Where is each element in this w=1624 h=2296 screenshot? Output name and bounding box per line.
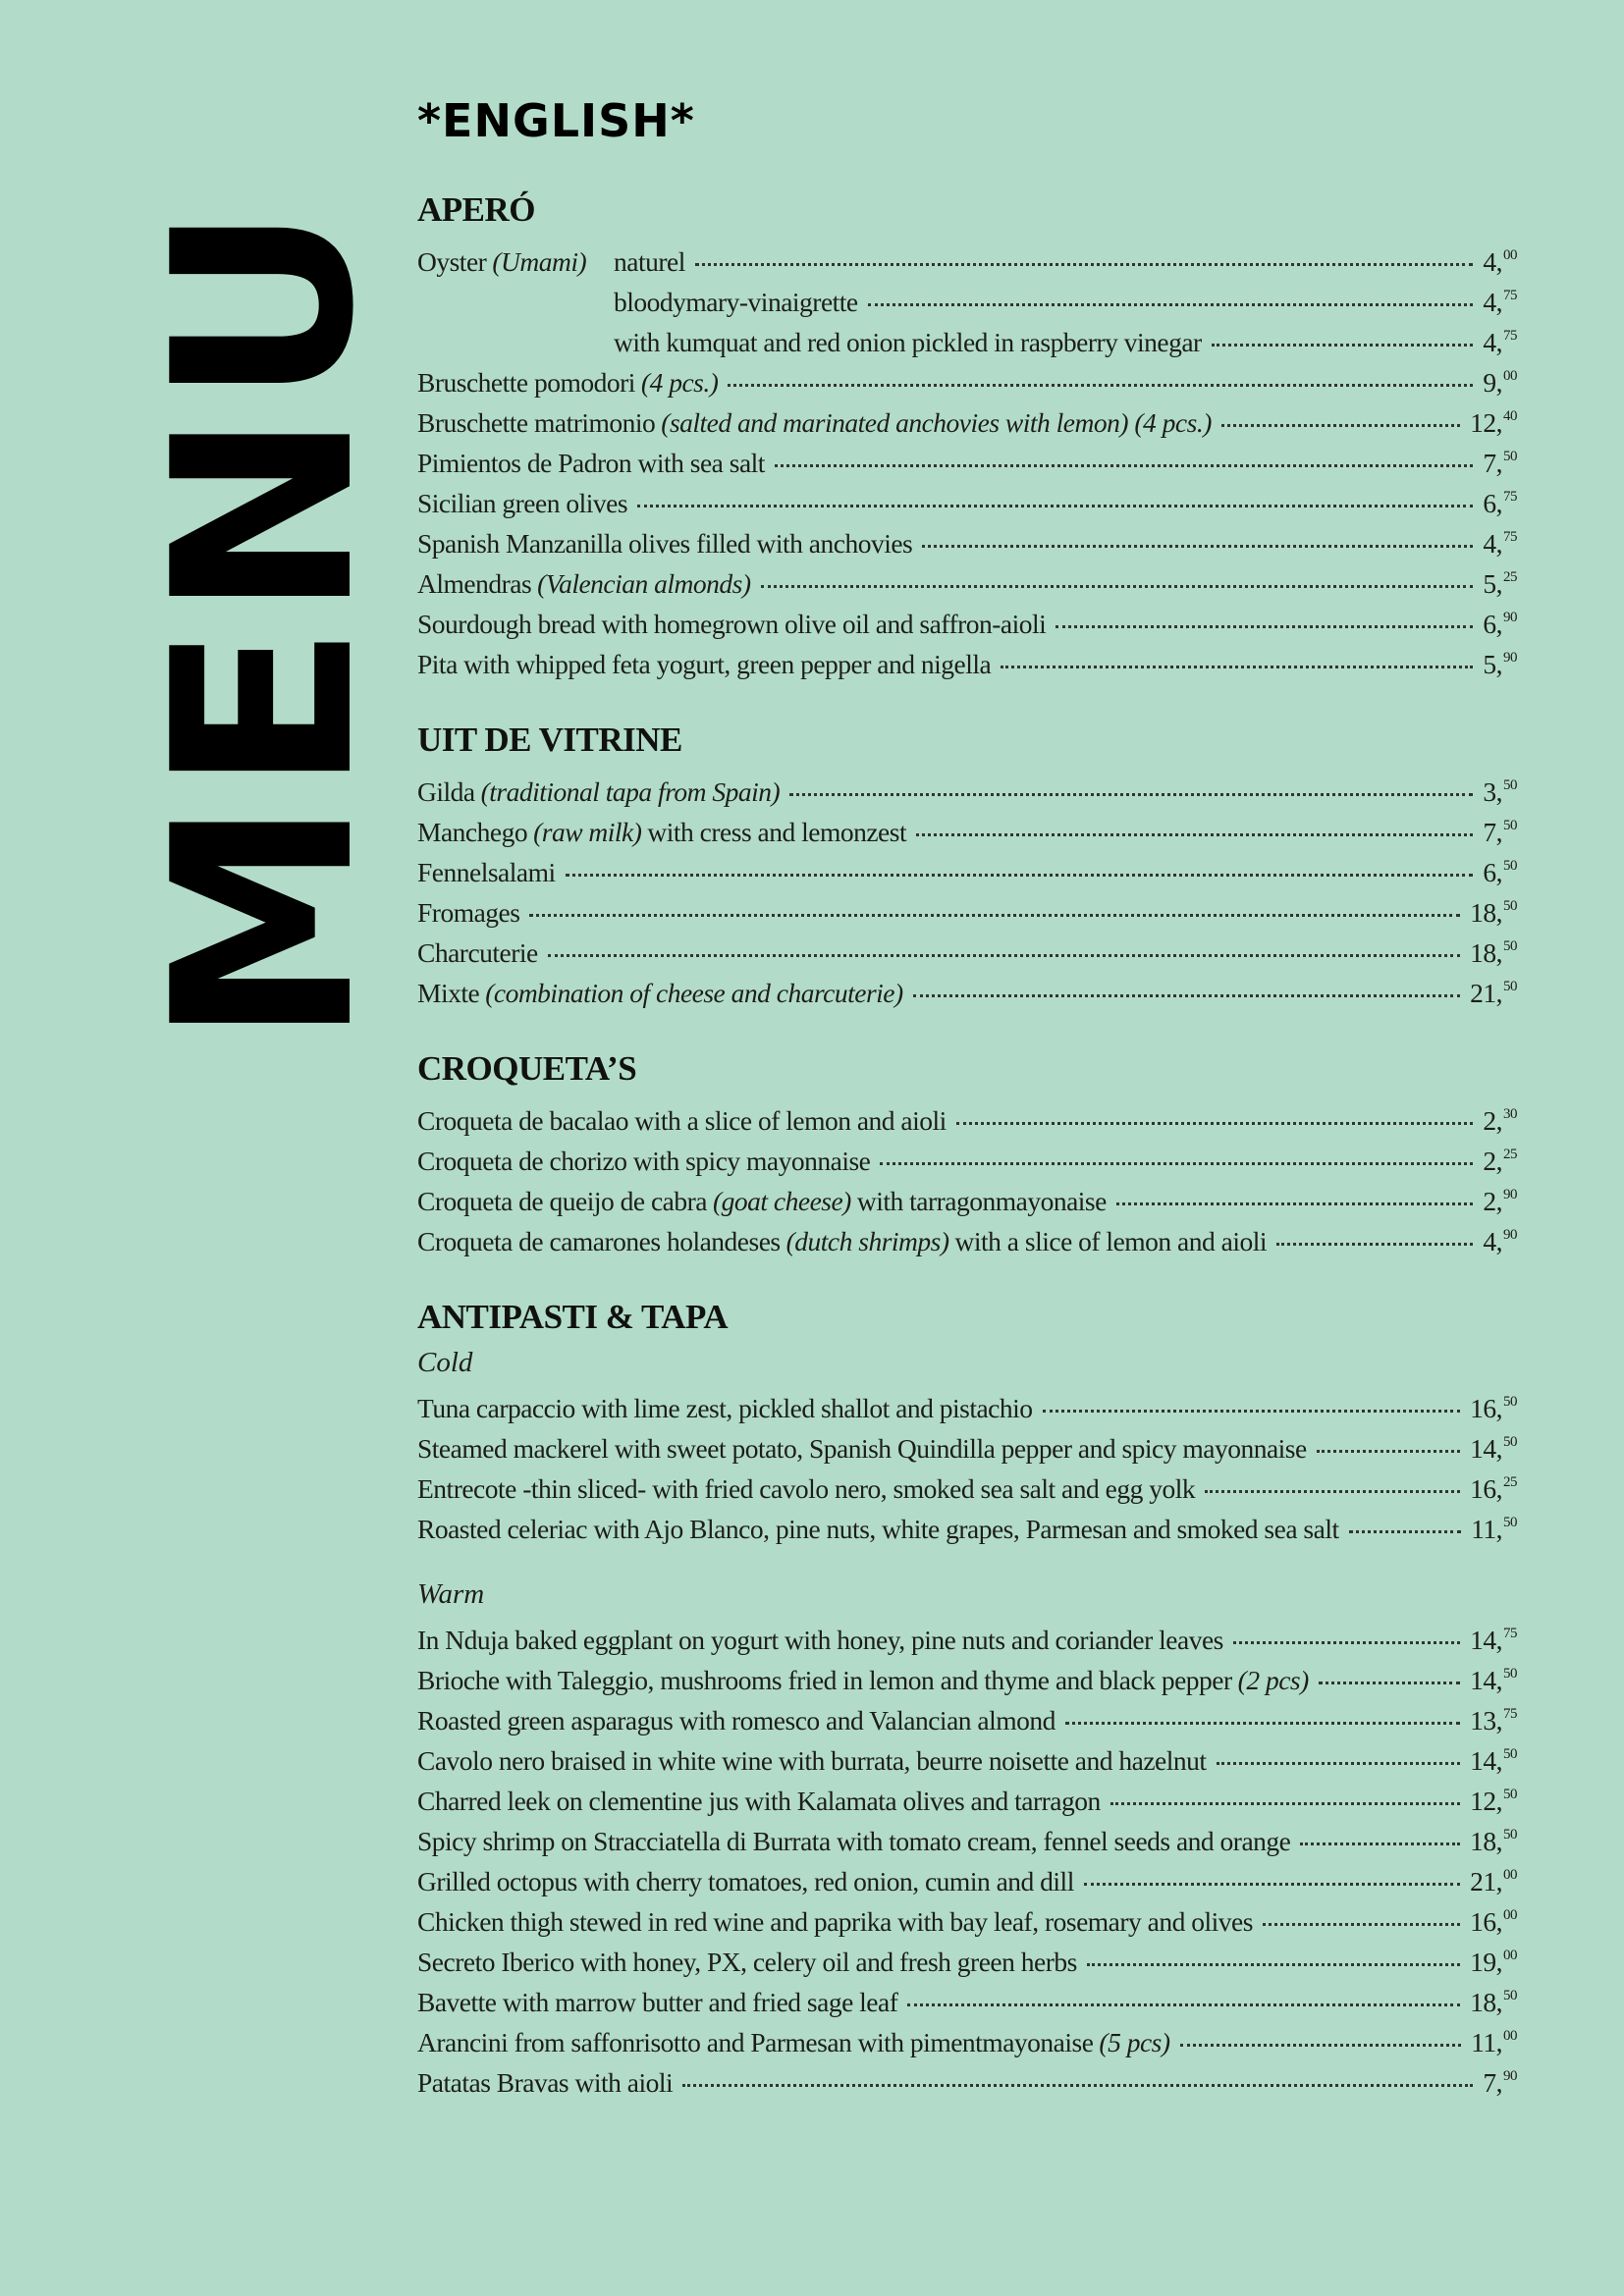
group-subheading: Warm (417, 1578, 485, 1610)
price-cents: 50 (1503, 979, 1517, 994)
item-price (1483, 236, 1517, 282)
dot-leader (1043, 1410, 1461, 1413)
price-cents: 00 (1503, 1948, 1517, 1963)
price-cents: 50 (1503, 1434, 1517, 1450)
menu-item (417, 1936, 1517, 1976)
item-note: (raw milk) (533, 817, 642, 847)
section-heading: ANTIPASTI & TAPA (417, 1298, 729, 1336)
menu-item (417, 638, 1517, 678)
price-main: 21, (1470, 1866, 1502, 1896)
item-name: Bruschette matrimonio (417, 407, 656, 438)
price-cents: 50 (1503, 1827, 1517, 1842)
price-main: 16, (1470, 1393, 1502, 1423)
item-price (1470, 1614, 1517, 1660)
item-name: Spanish Manzanilla olives filled with anchovies (417, 528, 913, 559)
menu-item (417, 236, 1517, 276)
price-main: 7, (1483, 448, 1502, 478)
item-name: Roasted celeriac with Ajo Blanco, pine nuts, white grapes, Parmesan and smoked sea salt (417, 1514, 1339, 1544)
price-main: 11, (1471, 1514, 1502, 1544)
dot-leader (1116, 1202, 1474, 1205)
item-price (1483, 517, 1517, 563)
dot-leader (922, 545, 1473, 548)
menu-section (417, 1292, 1517, 2097)
price-main: 14, (1470, 1665, 1502, 1695)
price-main: 6, (1483, 857, 1502, 887)
menu-item (417, 1815, 1517, 1855)
item-note: (Valencian almonds) (537, 568, 751, 599)
price-cents: 50 (1503, 1988, 1517, 2003)
item-price (1483, 1175, 1517, 1221)
item-price (1471, 1503, 1517, 1549)
item-name: Chicken thigh stewed in red wine and paprika with bay leaf, rosemary and olives (417, 1906, 1253, 1937)
dot-leader (637, 505, 1473, 507)
dot-leader (880, 1162, 1473, 1165)
item-note: (Umami) (492, 246, 587, 277)
item-name: Roasted green asparagus with romesco and Valancian almond (417, 1705, 1056, 1735)
menu-item (417, 766, 1517, 806)
menu-item (417, 1976, 1517, 2016)
menu-section (417, 185, 1517, 678)
price-main: 18, (1470, 1826, 1502, 1856)
menu-item (417, 1855, 1517, 1896)
item-price (1470, 1422, 1517, 1468)
price-cents: 75 (1503, 288, 1517, 303)
price-cents: 90 (1503, 2068, 1517, 2084)
item-name: Oyster (417, 246, 487, 277)
menu-item (417, 927, 1517, 967)
item-price (1483, 437, 1517, 483)
price-cents: 90 (1503, 1187, 1517, 1202)
item-name: Fromages (417, 897, 520, 928)
price-main: 16, (1470, 1473, 1502, 1504)
price-main: 7, (1483, 817, 1502, 847)
item-name-continued: with cress and lemonzest (647, 817, 907, 847)
item-name: Brioche with Taleggio, mushrooms fried in lemon and thyme and black pepper (417, 1665, 1232, 1695)
price-cents: 50 (1503, 938, 1517, 954)
item-name: Pita with whipped feta yogurt, green pepper and nigella (417, 649, 992, 679)
price-main: 11, (1471, 2027, 1502, 2057)
item-name: In Nduja baked eggplant on yogurt with honey, pine nuts and coriander leaves (417, 1625, 1223, 1655)
item-name: Croqueta de queijo de cabra (417, 1186, 707, 1216)
item-note: (4 pcs.) (640, 367, 719, 398)
price-main: 6, (1483, 609, 1502, 639)
item-price (1470, 1654, 1517, 1700)
item-name: Spicy shrimp on Stracciatella di Burrata with tomato cream, fennel seeds and orange (417, 1826, 1291, 1856)
price-cents: 50 (1503, 777, 1517, 793)
menu-section (417, 1043, 1517, 1255)
dot-leader (695, 263, 1474, 266)
item-name: Sicilian green olives (417, 488, 628, 518)
section-heading: UIT DE VITRINE (417, 721, 682, 759)
price-main: 9, (1483, 367, 1502, 398)
menu-item (417, 356, 1517, 397)
dot-leader (1110, 1802, 1460, 1805)
price-cents: 75 (1503, 529, 1517, 545)
item-price (1483, 356, 1517, 402)
price-cents: 75 (1503, 328, 1517, 344)
price-cents: 25 (1503, 1147, 1517, 1162)
item-price (1470, 927, 1517, 973)
menu-item (417, 1775, 1517, 1815)
item-price (1470, 1855, 1517, 1901)
item-name: Gilda (417, 776, 475, 807)
item-price (1483, 806, 1517, 852)
price-main: 4, (1483, 1226, 1502, 1256)
menu-item (417, 558, 1517, 598)
menu-section (417, 715, 1517, 1007)
price-cents: 00 (1503, 247, 1517, 263)
price-cents: 00 (1503, 368, 1517, 384)
item-name: Grilled octopus with cherry tomatoes, red onion, cumin and dill (417, 1866, 1074, 1896)
item-name: Charred leek on clementine jus with Kalamata olives and tarragon (417, 1786, 1101, 1816)
item-price (1483, 846, 1517, 892)
menu-item (417, 1215, 1517, 1255)
item-price (1470, 1382, 1517, 1428)
dot-leader (566, 874, 1474, 877)
price-main: 14, (1470, 1433, 1502, 1464)
menu-item (417, 1175, 1517, 1215)
dot-leader (1205, 1490, 1460, 1493)
item-name: Secreto Iberico with honey, PX, celery oil and fresh green herbs (417, 1947, 1077, 1977)
price-main: 4, (1483, 528, 1502, 559)
dot-leader (1217, 1762, 1461, 1765)
price-main: 4, (1483, 287, 1502, 317)
menu-item (417, 1735, 1517, 1775)
item-variant: naturel (614, 246, 685, 277)
item-note: (combination of cheese and charcuterie) (485, 978, 903, 1008)
price-cents: 90 (1503, 610, 1517, 625)
dot-leader (728, 384, 1473, 387)
price-cents: 50 (1503, 1394, 1517, 1410)
item-price (1483, 1135, 1517, 1181)
price-main: 19, (1470, 1947, 1502, 1977)
dot-leader (1065, 1722, 1460, 1725)
menu-item (417, 517, 1517, 558)
menu-item (417, 2056, 1517, 2097)
item-price (1470, 1815, 1517, 1861)
item-price (1470, 1976, 1517, 2022)
item-name: Steamed mackerel with sweet potato, Spanish Quindilla pepper and spicy mayonnaise (417, 1433, 1307, 1464)
price-main: 14, (1470, 1745, 1502, 1776)
menu-item (417, 1694, 1517, 1735)
menu-item (417, 276, 1517, 316)
price-main: 21, (1470, 978, 1502, 1008)
price-main: 18, (1470, 897, 1502, 928)
price-main: 2, (1483, 1146, 1502, 1176)
group-subheading: Cold (417, 1347, 473, 1378)
dot-leader (1084, 1883, 1460, 1886)
menu-item (417, 437, 1517, 477)
menu-item (417, 806, 1517, 846)
item-name: Tuna carpaccio with lime zest, pickled shallot and pistachio (417, 1393, 1033, 1423)
price-main: 14, (1470, 1625, 1502, 1655)
menu-item (417, 1463, 1517, 1503)
item-price (1470, 1463, 1517, 1509)
price-cents: 40 (1503, 408, 1517, 424)
item-name: Croqueta de camarones holandeses (417, 1226, 781, 1256)
menu-item (417, 477, 1517, 517)
item-price (1483, 2056, 1517, 2103)
item-price (1470, 397, 1517, 443)
price-cents: 25 (1503, 1474, 1517, 1490)
item-name: Mixte (417, 978, 480, 1008)
dot-leader (1349, 1530, 1462, 1533)
dot-leader (789, 793, 1473, 796)
price-cents: 90 (1503, 1227, 1517, 1243)
item-name: Sourdough bread with homegrown olive oil and saffron-aioli (417, 609, 1047, 639)
dot-leader (1317, 1450, 1460, 1453)
item-price (1483, 598, 1517, 644)
menu-item (417, 967, 1517, 1007)
price-main: 4, (1483, 327, 1502, 357)
dot-leader (1233, 1641, 1460, 1644)
price-cents: 50 (1503, 449, 1517, 464)
dot-leader (775, 464, 1473, 467)
menu-item (417, 1654, 1517, 1694)
item-price (1470, 1775, 1517, 1821)
item-price (1483, 276, 1517, 322)
dot-leader (907, 2003, 1460, 2006)
price-cents: 50 (1503, 1746, 1517, 1762)
item-price (1470, 1936, 1517, 1982)
price-cents: 50 (1503, 818, 1517, 833)
price-cents: 25 (1503, 569, 1517, 585)
dot-leader (1319, 1682, 1460, 1684)
dot-leader (1087, 1963, 1460, 1966)
dot-leader (1263, 1923, 1460, 1926)
price-cents: 50 (1503, 1666, 1517, 1682)
item-name: Entrecote -thin sliced- with fried cavolo nero, smoked sea salt and egg yolk (417, 1473, 1196, 1504)
item-note: (dutch shrimps) (785, 1226, 949, 1256)
section-heading: CROQUETA’S (417, 1049, 637, 1088)
price-main: 12, (1470, 1786, 1502, 1816)
dot-leader (916, 833, 1473, 836)
item-name: Charcuterie (417, 937, 538, 968)
menu-item (417, 2016, 1517, 2056)
dot-leader (1212, 344, 1474, 347)
menu-item (417, 1095, 1517, 1135)
section-heading: APERÓ (417, 190, 535, 229)
item-name: Croqueta de chorizo with spicy mayonnaise (417, 1146, 871, 1176)
item-name-continued: with a slice of lemon and aioli (954, 1226, 1267, 1256)
price-cents: 50 (1503, 858, 1517, 874)
price-main: 18, (1470, 937, 1502, 968)
dot-leader (913, 994, 1460, 997)
price-main: 16, (1470, 1906, 1502, 1937)
menu-item (417, 846, 1517, 886)
item-name: Bavette with marrow butter and fried sage leaf (417, 1987, 898, 2017)
item-note: (traditional tapa from Spain) (480, 776, 781, 807)
item-price (1483, 1095, 1517, 1141)
dot-leader (1300, 1842, 1460, 1845)
item-name: Cavolo nero braised in white wine with burrata, beurre noisette and hazelnut (417, 1745, 1207, 1776)
item-name: Arancini from saffonrisotto and Parmesan with pimentmayonaise (417, 2027, 1094, 2057)
item-name: Almendras (417, 568, 532, 599)
menu-vertical-title: MENU (121, 198, 408, 1045)
item-price (1470, 967, 1517, 1013)
price-main: 6, (1483, 488, 1502, 518)
item-name: Fennelsalami (417, 857, 556, 887)
dot-leader (1001, 666, 1473, 668)
item-name: Manchego (417, 817, 528, 847)
item-note: (2 pcs) (1237, 1665, 1309, 1695)
menu-item (417, 1896, 1517, 1936)
item-variant: bloodymary-vinaigrette (614, 287, 858, 317)
price-cents: 90 (1503, 650, 1517, 666)
item-note: (salted and marinated anchovies with lemon) (4 pcs.) (661, 407, 1212, 438)
dot-leader (682, 2084, 1473, 2087)
dot-leader (868, 303, 1474, 306)
price-main: 13, (1470, 1705, 1502, 1735)
price-main: 18, (1470, 1987, 1502, 2017)
price-cents: 50 (1503, 1787, 1517, 1802)
price-main: 2, (1483, 1186, 1502, 1216)
item-price (1471, 2016, 1517, 2062)
menu-item (417, 1135, 1517, 1175)
price-cents: 75 (1503, 1706, 1517, 1722)
price-main: 2, (1483, 1105, 1502, 1136)
menu-item (417, 1422, 1517, 1463)
item-price (1470, 1896, 1517, 1942)
price-main: 5, (1483, 649, 1502, 679)
item-price (1483, 558, 1517, 604)
item-price (1483, 766, 1517, 812)
menu-item (417, 886, 1517, 927)
price-cents: 00 (1503, 1867, 1517, 1883)
dot-leader (956, 1122, 1474, 1125)
item-price (1470, 886, 1517, 933)
language-label: *ENGLISH* (417, 94, 695, 147)
price-cents: 75 (1503, 489, 1517, 505)
price-main: 7, (1483, 2067, 1502, 2098)
dot-leader (1221, 424, 1460, 427)
item-name: Patatas Bravas with aioli (417, 2067, 674, 2098)
item-price (1483, 316, 1517, 362)
dot-leader (1056, 625, 1473, 628)
menu-item (417, 397, 1517, 437)
item-variant: with kumquat and red onion pickled in raspberry vinegar (614, 327, 1202, 357)
dot-leader (1180, 2044, 1462, 2047)
item-price (1470, 1694, 1517, 1740)
menu-item (417, 1614, 1517, 1654)
price-cents: 00 (1503, 2028, 1517, 2044)
menu-item (417, 1503, 1517, 1543)
dot-leader (529, 914, 1460, 917)
menu-item (417, 598, 1517, 638)
menu-content (417, 185, 1517, 2133)
item-price (1470, 1735, 1517, 1781)
item-price (1483, 477, 1517, 523)
item-note: (5 pcs) (1099, 2027, 1170, 2057)
price-cents: 75 (1503, 1626, 1517, 1641)
price-cents: 00 (1503, 1907, 1517, 1923)
price-main: 4, (1483, 246, 1502, 277)
dot-leader (548, 954, 1460, 957)
item-name: Pimientos de Padron with sea salt (417, 448, 765, 478)
item-name: Croqueta de bacalao with a slice of lemon and aioli (417, 1105, 947, 1136)
item-price (1483, 638, 1517, 684)
price-cents: 50 (1503, 1515, 1517, 1530)
dot-leader (761, 585, 1474, 588)
item-name: Bruschette pomodori (417, 367, 635, 398)
item-price (1483, 1215, 1517, 1261)
price-cents: 30 (1503, 1106, 1517, 1122)
price-cents: 50 (1503, 898, 1517, 914)
price-main: 5, (1483, 568, 1502, 599)
price-main: 3, (1483, 776, 1502, 807)
item-note: (goat cheese) (712, 1186, 851, 1216)
price-main: 12, (1470, 407, 1502, 438)
menu-item (417, 316, 1517, 356)
menu-item (417, 1382, 1517, 1422)
dot-leader (1276, 1243, 1473, 1246)
item-name-continued: with tarragonmayonaise (856, 1186, 1107, 1216)
